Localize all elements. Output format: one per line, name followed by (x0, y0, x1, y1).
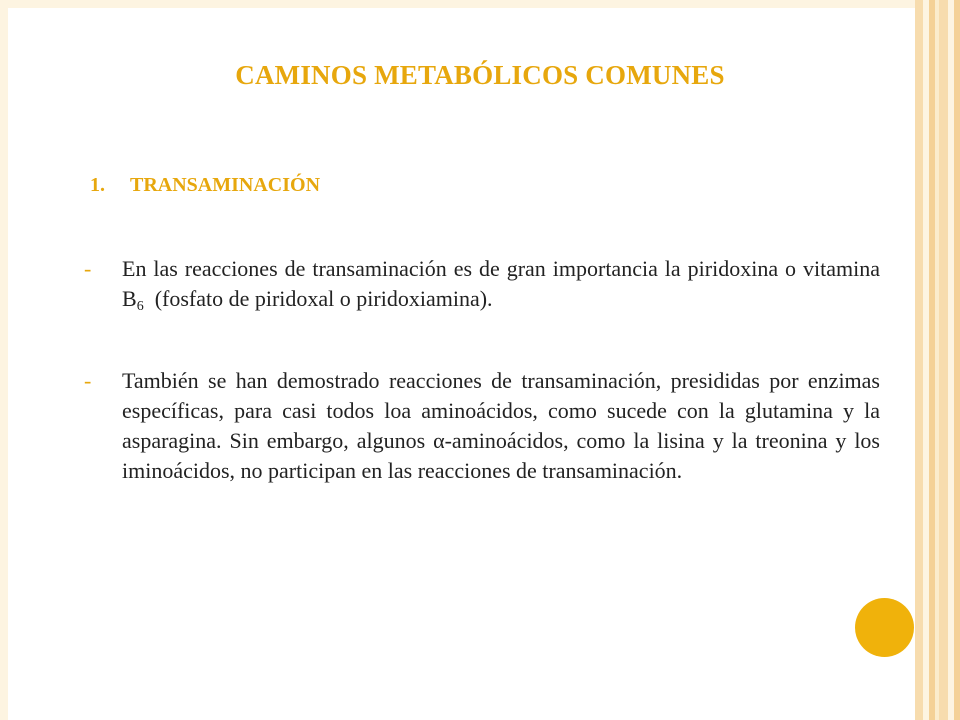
vitamin-subscript: 6 (136, 299, 144, 314)
bullet-dash: - (84, 368, 92, 393)
paragraph-1-part-1: En las reacciones de transaminación es de gran importancia la piridoxina o vitamina B (122, 256, 880, 311)
bullet-paragraph-1 (84, 254, 880, 314)
decorative-stripe (915, 0, 923, 720)
slide-title: CAMINOS METABÓLICOS COMUNES (235, 60, 725, 90)
section-heading (90, 174, 320, 197)
section-number: 1. (90, 174, 105, 196)
paragraph-1-text (122, 254, 880, 314)
bullet-paragraph-2 (84, 366, 880, 486)
decorative-circle (855, 598, 914, 657)
decorative-stripe (954, 0, 960, 720)
bullet-dash: - (84, 256, 92, 281)
section-heading-text: TRANSAMINACIÓN (130, 174, 321, 196)
content-panel (8, 8, 915, 720)
decorative-stripe (939, 0, 948, 720)
paragraph-1-part-2: (fosfato de piridoxal o piridoxiamina). (143, 286, 493, 311)
paragraph-2-text: También se han demostrado reacciones de transaminación, presididas por enzimas específicas, para casi todos loa aminoácidos, como sucede con la glutamina y la asparagina. Sin embargo, algunos α-aminoácidos, como la lisina y la treonina y los iminoácidos, no participan en las reacciones de transaminación. (122, 368, 880, 483)
